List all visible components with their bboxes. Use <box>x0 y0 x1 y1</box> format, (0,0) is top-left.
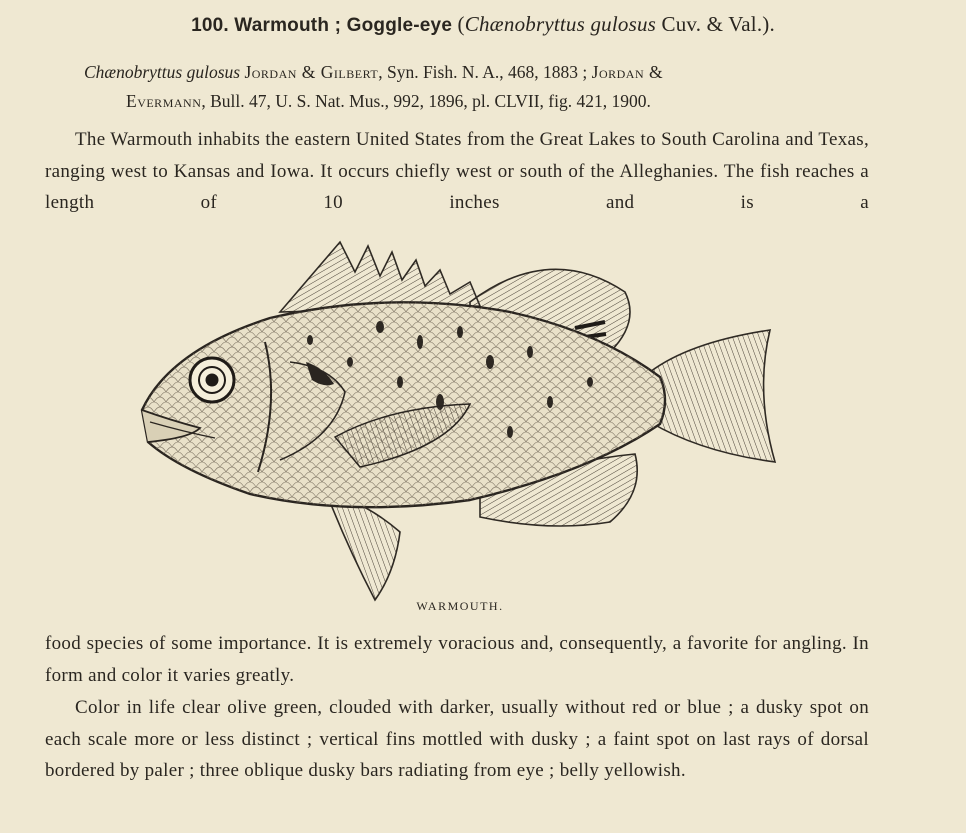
paragraph-distribution: The Warmouth inhabits the eastern United States from the Great Lakes to South Carolina and Texas, ranging west to Kansas and Iowa. It occurs chiefly west or south of the Alleghanies. The fish reaches a length of 10 inches and is a <box>45 129 869 213</box>
species-common-name: Warmouth ; Goggle-eye <box>234 15 453 36</box>
synonymy-line-2 <box>84 87 870 116</box>
figure-caption: WARMOUTH. <box>416 599 504 613</box>
synonymy-ref2-author-a: Jordan & <box>591 62 664 82</box>
fish-eye <box>190 358 234 402</box>
synonymy-genus-species: Chænobryttus gulosus <box>84 62 241 82</box>
warmouth-illustration <box>130 232 790 602</box>
pelvic-fin <box>330 494 400 600</box>
synonymy-block <box>84 58 870 116</box>
synonymy-ref2-author-b: Evermann <box>126 91 202 111</box>
species-scientific-name: Chænobryttus gulosus <box>464 12 657 36</box>
paragraph-color: Color in life clear olive green, clouded with darker, usually without red or blue ; a dusky spot on each scale more or less distinct ; vertical fins mottled with dusky ; a faint spot on last rays of dorsal bordered by paler ; three oblique dusky bars radiating from eye ; belly yellowish. <box>45 697 869 781</box>
synonymy-ref2-text: , Bull. 47, U. S. Nat. Mus., 992, 1896, pl. CLVII, fig. 421, 1900. <box>201 91 651 111</box>
species-heading <box>0 12 966 37</box>
open-paren: ( <box>457 12 465 36</box>
synonymy-ref1-authors: Jordan & Gilbert <box>244 62 379 82</box>
species-number: 100. <box>191 15 229 36</box>
spiny-dorsal-fin <box>280 242 480 312</box>
caudal-fin <box>650 330 775 462</box>
paragraph-habits: food species of some importance. It is extremely voracious and, consequently, a favorite for angling. In form and color it varies greatly. <box>45 633 869 686</box>
synonymy-ref1-text: , Syn. Fish. N. A., 468, 1883 ; <box>378 62 588 82</box>
species-authority: Cuv. & Val.). <box>661 12 775 36</box>
